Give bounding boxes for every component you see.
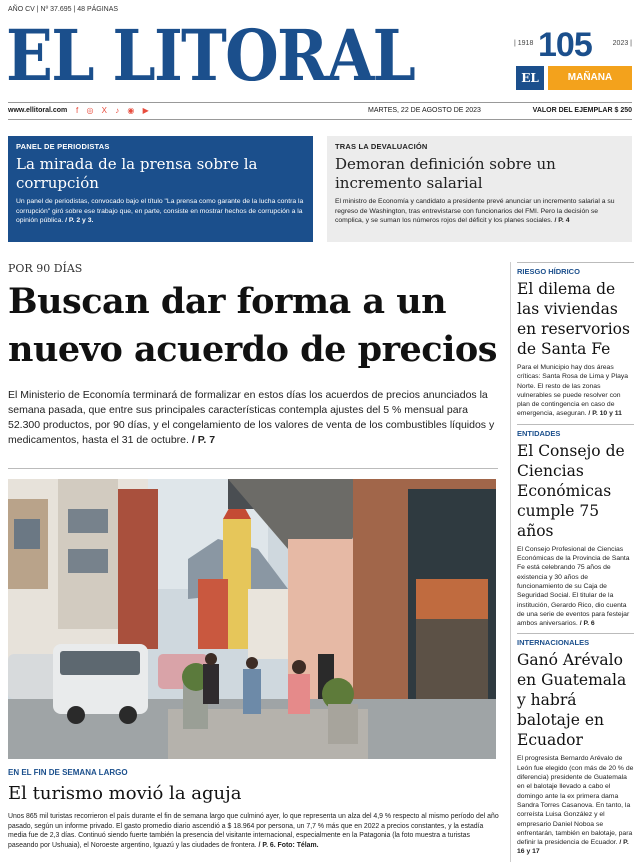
story-headline[interactable]: La mirada de la prensa sobre la corrupción xyxy=(16,155,258,192)
page-reference: / P. 7 xyxy=(191,434,216,446)
story-body: El ministro de Economía y candidato a presidente prevé anunciar un incremento salarial a su regreso de Washington, tras entrevistarse con funcionarios del FMI. Pero la decisión se complica, y se suman los números rojos del déficit y los planes sociales. / P. 4 xyxy=(335,198,615,224)
sidebar-body: Para el Municipio hay dos áreas críticas: Santa Rosa de Lima y Playa Norte. El resto de las zonas vulnerables se puede resolver con plan de contingencia en caso de emergencia, aseguran. / P. 10 y 11 xyxy=(517,364,629,418)
page-reference: / P. 6. Foto: Télam. xyxy=(258,841,319,849)
sidebar-kicker: RIESGO HÍDRICO xyxy=(517,262,634,276)
sidebar-story[interactable] xyxy=(517,262,634,419)
divider xyxy=(8,468,498,469)
newspaper-title[interactable]: EL LITORAL xyxy=(6,14,415,97)
issue-info: AÑO CV | Nº 37.695 | 48 PÁGINAS xyxy=(8,6,119,13)
anniversary-logo xyxy=(514,26,632,96)
bottom-body: Unos 865 mil turistas recorrieron el país durante el fin de semana largo que culminó ayer, lo que representa un alza del 4,9 % respecto al mismo período del año pasado, según un informe privado. El gasto promedio diario ascendió a $ 18.964 por persona, un 7,7 % más que en 2022 a precios constantes, y la estadía media fue de 2,3 días. Continuó siendo fuerte también la presencia del visitante internacional, especialmente en la Patagonia (la foto muestra a turistas paseando por Ushuaia), el Noroeste argentino, Iguazú y las ciudades de frontera. / P. 6. Foto: Télam. xyxy=(8,813,499,849)
sidebar-kicker: ENTIDADES xyxy=(517,424,634,438)
story-kicker: TRAS LA DEVALUACIÓN xyxy=(335,142,428,151)
sidebar-body: El Consejo Profesional de Ciencias Económicas de la Provincia de Santa Fe está celebrando 75 años de existencia y 30 años de funcionamiento de su Caja de Seguridad Social. El titular de la institución, Gerardo Rico, dio cuenta de una serie de eventos para festejar ambos aniversarios. / P. 6 xyxy=(517,545,630,628)
story-kicker: PANEL DE PERIODISTAS xyxy=(16,142,110,151)
info-bar xyxy=(8,102,632,120)
main-headline[interactable]: Buscan dar forma a un nuevo acuerdo de precios xyxy=(8,281,497,370)
edition-price: VALOR DEL EJEMPLAR $ 250 xyxy=(532,107,632,114)
anniversary-year-start: | 1918 xyxy=(514,40,534,47)
anniversary-number: 105 xyxy=(538,26,592,64)
story-box-salary[interactable] xyxy=(327,136,632,242)
page-reference: / P. 10 y 11 xyxy=(588,410,622,418)
sidebar-headline[interactable]: El Consejo de Ciencias Económicas cumple 75 años xyxy=(517,441,625,540)
sidebar-kicker: INTERNACIONALES xyxy=(517,633,634,647)
edition-label: MAÑANA xyxy=(548,66,632,90)
website-link[interactable]: www.ellitoral.com xyxy=(8,107,68,114)
sidebar-story[interactable] xyxy=(517,633,634,856)
anniversary-year-end: 2023 | xyxy=(612,40,632,47)
social-icons[interactable]: f ◎ X ♪ ◉ ▶ xyxy=(76,106,152,115)
bottom-kicker: EN EL FIN DE SEMANA LARGO xyxy=(8,768,128,777)
sidebar-body: El progresista Bernardo Arévalo de León fue elegido (con más de 20 % de diferencia) presidente de Guatemala en el balotaje llevado a cabo el domingo ante la ex primera dama Sandra Torres Casanova. En tanto, la correísta Luisa González y el empresario Daniel Noboa se enfrentarán, también en balotaje, para definir la presidencia de Ecuador. / P. 16 y 17 xyxy=(517,755,634,856)
page-reference: / P. 16 y 17 xyxy=(517,839,629,856)
story-box-press-panel[interactable] xyxy=(8,136,313,242)
sidebar-story[interactable] xyxy=(517,424,634,629)
sidebar xyxy=(510,262,634,862)
sidebar-headline[interactable]: Ganó Arévalo en Guatemala y habrá balotaje en Ecuador xyxy=(517,651,627,750)
el-badge: EL xyxy=(516,66,544,90)
edition-date: MARTES, 22 DE AGOSTO DE 2023 xyxy=(368,107,481,114)
page-reference: / P. 2 y 3. xyxy=(65,217,94,224)
tourism-photo xyxy=(8,479,496,759)
story-body: Un panel de periodistas, convocado bajo el título "La prensa como garante de la lucha contra la corrupción" giró sobre ese trabajo que, en parte, consiste en mostrar hechos de corrupción a la opinión pública. / P. 2 y 3. xyxy=(16,198,304,224)
sidebar-headline[interactable]: El dilema de las viviendas en reservorios de Santa Fe xyxy=(517,280,630,358)
main-body: El Ministerio de Economía terminará de formalizar en estos días los acuerdos de precios anunciados la semana pasada, que entre sus principales características contempla ajustes del 5 % mensual para 52.300 productos, por 90 días, y el congelamiento de los valores de venta de los combustibles líquidos y medicamentos, hasta el 31 de octubre. / P. 7 xyxy=(8,389,495,446)
page-reference: / P. 4 xyxy=(554,217,570,224)
bottom-headline[interactable]: El turismo movió la aguja xyxy=(8,783,242,804)
story-headline[interactable]: Demoran definición sobre un incremento salarial xyxy=(335,155,556,192)
main-kicker: POR 90 DÍAS xyxy=(8,262,83,275)
page-reference: / P. 6 xyxy=(579,620,595,628)
